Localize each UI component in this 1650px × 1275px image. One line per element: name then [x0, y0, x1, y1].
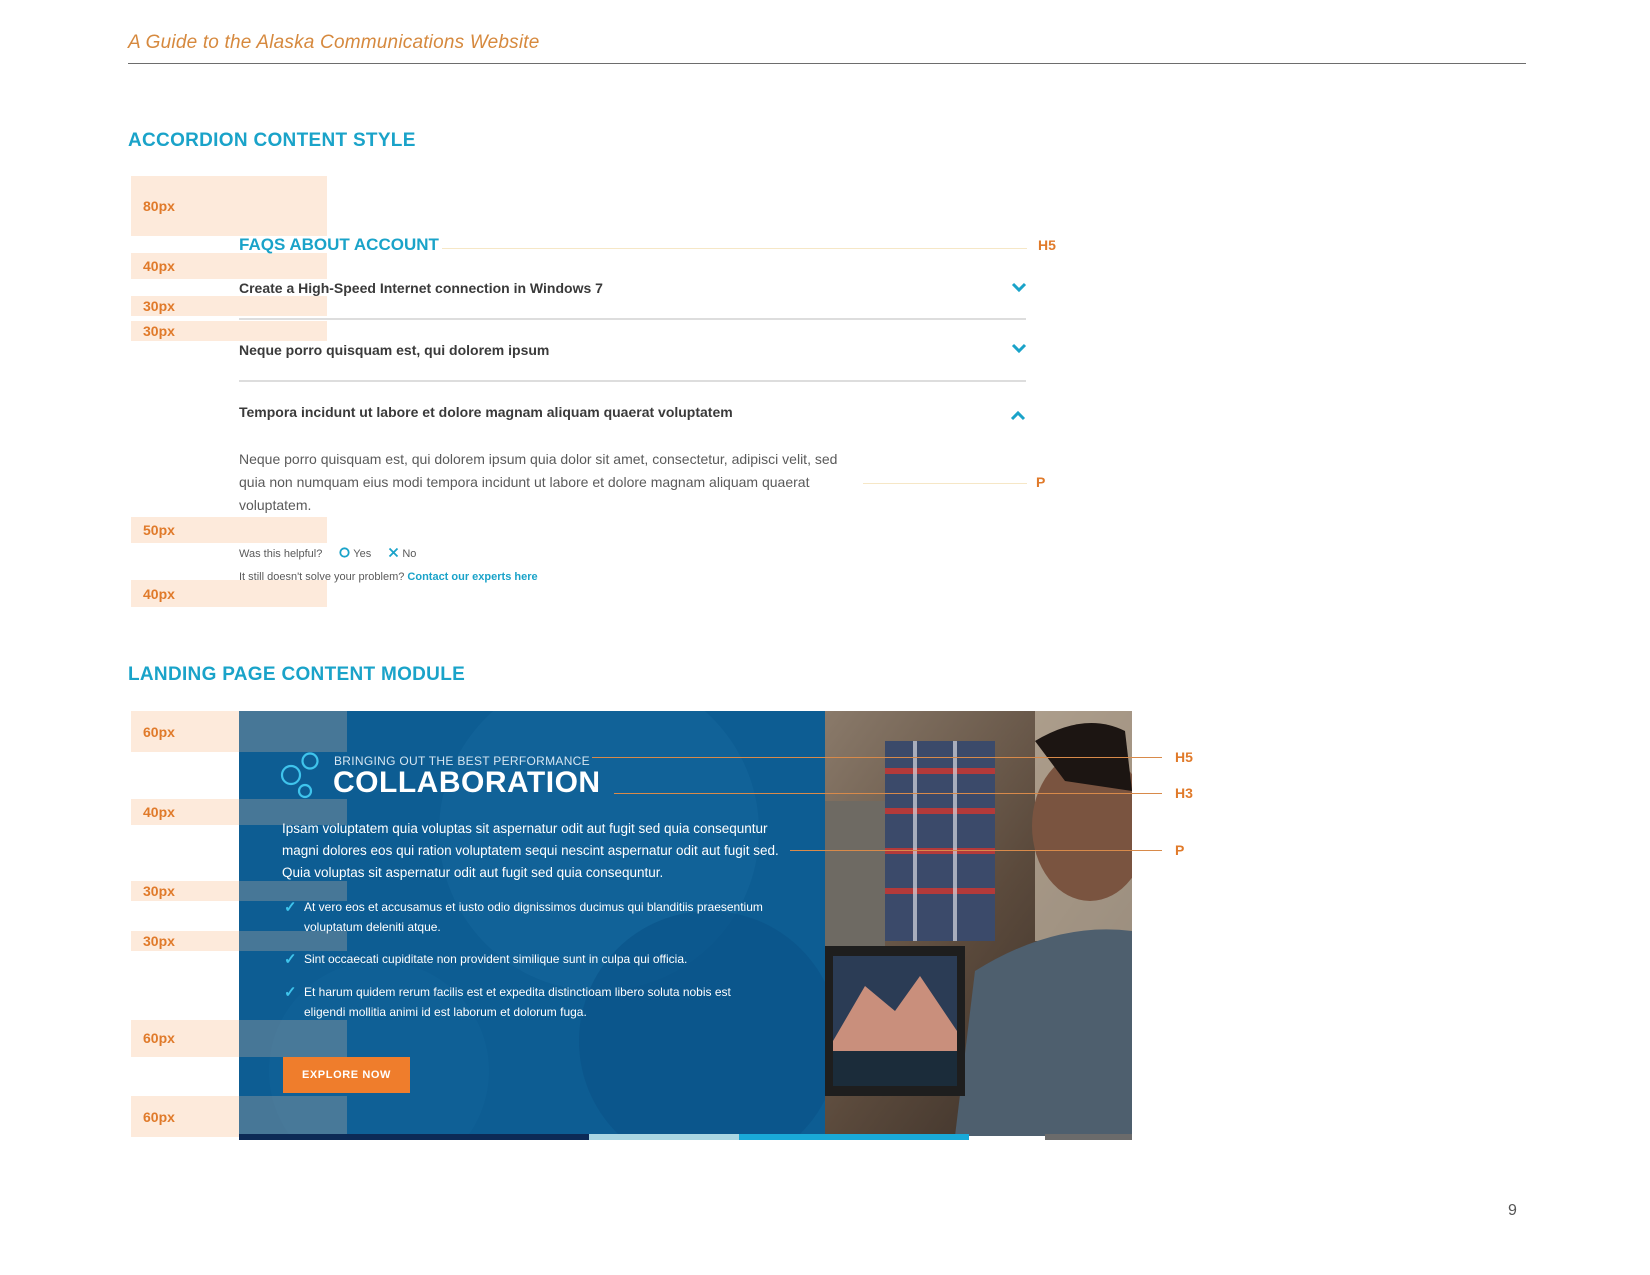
- brand-bar-navy: [239, 1134, 589, 1140]
- check-icon: ✓: [284, 899, 297, 916]
- faq-heading: FAQS ABOUT ACCOUNT: [239, 235, 439, 254]
- spacer-label: 30px: [143, 298, 175, 314]
- check-icon: ✓: [284, 951, 297, 968]
- chevron-up-icon[interactable]: [1010, 410, 1026, 422]
- chevron-down-icon[interactable]: [1011, 282, 1027, 294]
- helpful-label: Was this helpful?: [239, 548, 323, 560]
- spacer-60px: [131, 711, 239, 752]
- h3-leader-line: [614, 793, 1162, 794]
- page-number: 9: [1508, 1202, 1517, 1219]
- spacer-label: 60px: [143, 724, 175, 740]
- spacer-40px: [131, 580, 327, 607]
- h5-leader-line: [442, 248, 1027, 249]
- accordion-question[interactable]: Create a High-Speed Internet connection in Windows 7: [239, 280, 603, 296]
- p-leader-line: [790, 850, 1162, 851]
- spacer-label: 40px: [143, 804, 175, 820]
- spacer-label: 30px: [143, 933, 175, 949]
- accordion-section-title: ACCORDION CONTENT STYLE: [128, 130, 416, 151]
- accordion-divider: [239, 318, 1026, 320]
- check-icon: ✓: [284, 984, 297, 1001]
- gutter-overlay: [239, 1096, 347, 1137]
- p-tag: P: [1036, 474, 1046, 490]
- h5-tag: H5: [1038, 237, 1056, 253]
- accordion-question[interactable]: Tempora incidunt ut labore et dolore magnam aliquam quaerat voluptatem: [239, 404, 733, 420]
- gutter-overlay: [239, 711, 347, 752]
- h3-tag: H3: [1175, 785, 1193, 801]
- brand-bar-gray: [1045, 1134, 1132, 1140]
- spacer-label: 50px: [143, 522, 175, 538]
- spacer-80px: [131, 176, 327, 236]
- photo-illustration: [825, 711, 1132, 1136]
- document-title: A Guide to the Alaska Communications Website: [128, 32, 540, 53]
- contact-experts-link[interactable]: Contact our experts here: [407, 571, 538, 583]
- explore-now-button[interactable]: EXPLORE NOW: [283, 1057, 410, 1093]
- bullet-item: Sint occaecati cupiditate non provident similique sunt in culpa qui officia.: [304, 952, 688, 966]
- no-label: No: [402, 548, 417, 560]
- header-divider: [128, 63, 1526, 64]
- h5-tag: H5: [1175, 749, 1193, 765]
- accordion-divider: [239, 380, 1026, 382]
- landing-eyebrow: BRINGING OUT THE BEST PERFORMANCE: [334, 754, 590, 768]
- spacer-30px: [131, 321, 327, 341]
- chevron-down-icon[interactable]: [1011, 343, 1027, 355]
- brand-bar-light-blue: [589, 1134, 739, 1140]
- accordion-answer: Neque porro quisquam est, qui dolorem ipsum quia dolor sit amet, consectetur, adipisci velit, sed quia non numquam eius modi tempora incidunt ut labore et dolore magnam aliquam quaerat voluptatem.: [239, 451, 838, 513]
- spacer-30px: [131, 296, 327, 316]
- spacer-50px: [131, 517, 327, 543]
- spacer-label: 40px: [143, 586, 175, 602]
- p-leader-line: [863, 483, 1027, 484]
- spacer-30px: [131, 931, 239, 951]
- gutter-overlay: [239, 1020, 347, 1057]
- spacer-60px: [131, 1020, 239, 1057]
- h5-leader-line: [592, 757, 1162, 758]
- contact-prefix: It still doesn't solve your problem?: [239, 571, 405, 583]
- bullet-item: At vero eos et accusamus et iusto odio dignissimos ducimus qui blanditiis praesentium voluptatum deleniti atque.: [304, 900, 763, 934]
- landing-heading: COLLABORATION: [333, 766, 601, 799]
- brand-bar-cyan: [739, 1134, 969, 1140]
- spacer-label: 60px: [143, 1109, 175, 1125]
- helpful-row: [239, 547, 416, 560]
- spacer-30px: [131, 881, 239, 901]
- contact-row: [239, 571, 538, 583]
- landing-section-title: LANDING PAGE CONTENT MODULE: [128, 664, 466, 685]
- circle-icon: [339, 547, 350, 558]
- spacer-label: 60px: [143, 1030, 175, 1046]
- yes-label: Yes: [353, 548, 372, 560]
- bullet-item: Et harum quidem rerum facilis est et expedita distinctioam libero soluta nobis est eligendi mollitia animi id est laborum et dolorum fuga.: [304, 985, 731, 1019]
- landing-photo: [825, 711, 1132, 1136]
- no-option[interactable]: [388, 548, 416, 560]
- collaboration-bubbles-icon: [280, 751, 322, 799]
- close-icon: [388, 547, 399, 558]
- landing-paragraph: Ipsam voluptatem quia voluptas sit aspernatur odit aut fugit sed quia consequntur magni dolores eos qui ration voluptatem sequi nescint aspernatur odit aut fugit sed. Quia voluptas sit aspernatur odit aut fugit sed quia consequntur.: [282, 821, 779, 880]
- spacer-label: 40px: [143, 258, 175, 274]
- spacer-40px: [131, 253, 327, 279]
- spacer-60px: [131, 1096, 239, 1137]
- spacer-40px: [131, 799, 239, 825]
- p-tag: P: [1175, 842, 1185, 858]
- accordion-question[interactable]: Neque porro quisquam est, qui dolorem ipsum: [239, 342, 550, 358]
- spacer-label: 80px: [143, 198, 175, 214]
- yes-option[interactable]: [339, 548, 374, 560]
- spacer-label: 30px: [143, 883, 175, 899]
- spacer-label: 30px: [143, 323, 175, 339]
